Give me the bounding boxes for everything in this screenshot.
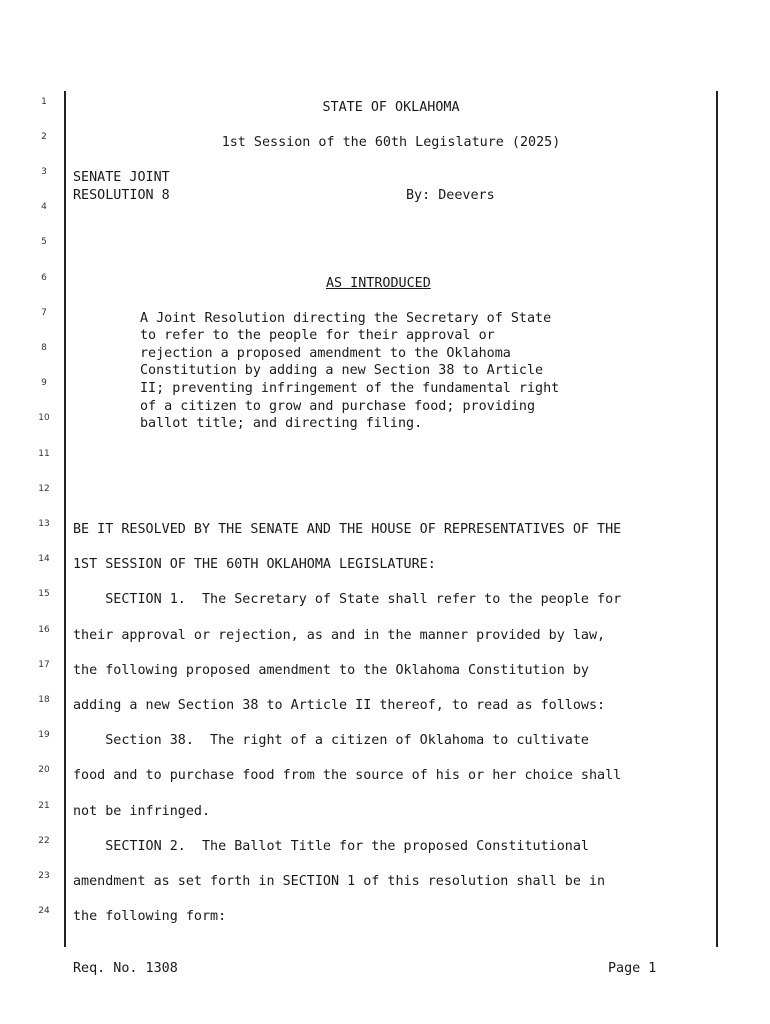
line-number: 11	[38, 449, 50, 459]
body-line: SECTION 2. The Ballot Title for the proposed Constitutional	[73, 839, 589, 854]
line-number: 17	[38, 660, 50, 670]
bill-number: RESOLUTION 8	[73, 188, 170, 203]
state-heading: STATE OF OKLAHOMA	[322, 100, 460, 115]
title-line: A Joint Resolution directing the Secretary of State	[140, 311, 552, 326]
left-margin-rule	[64, 91, 66, 947]
introduced-status-text: AS INTRODUCED	[326, 276, 431, 291]
body-line: BE IT RESOLVED BY THE SENATE AND THE HOUSE OF REPRESENTATIVES OF THE	[73, 522, 622, 537]
bill-type: SENATE JOINT	[73, 170, 170, 185]
right-margin-rule	[716, 91, 718, 947]
page-number: Page 1	[608, 961, 657, 976]
line-number: 16	[38, 625, 50, 635]
title-line: Constitution by adding a new Section 38 to Article	[140, 363, 544, 378]
line-number: 8	[41, 343, 47, 353]
line-number: 2	[41, 132, 47, 142]
title-line: II; preventing infringement of the fundamental right	[140, 381, 560, 396]
line-number: 15	[38, 589, 50, 599]
body-line: food and to purchase food from the source of his or her choice shall	[73, 768, 622, 783]
body-line: the following proposed amendment to the Oklahoma Constitution by	[73, 663, 589, 678]
title-line: rejection a proposed amendment to the Oklahoma	[140, 346, 511, 361]
line-number: 20	[38, 765, 50, 775]
body-line: 1ST SESSION OF THE 60TH OKLAHOMA LEGISLATURE:	[73, 557, 436, 572]
body-line: SECTION 1. The Secretary of State shall refer to the people for	[73, 592, 622, 607]
line-number: 9	[41, 378, 47, 388]
title-line: ballot title; and directing filing.	[140, 416, 423, 431]
line-number: 4	[41, 202, 47, 212]
body-line: the following form:	[73, 909, 227, 924]
line-number: 1	[41, 97, 47, 107]
body-line: Section 38. The right of a citizen of Oklahoma to cultivate	[73, 733, 589, 748]
line-number: 14	[38, 554, 50, 564]
line-number: 18	[38, 695, 50, 705]
line-number: 19	[38, 730, 50, 740]
body-line: not be infringed.	[73, 804, 211, 819]
line-number: 3	[41, 167, 47, 177]
line-number: 7	[41, 308, 47, 318]
title-line: to refer to the people for their approval or	[140, 328, 495, 343]
body-line: their approval or rejection, as and in the manner provided by law,	[73, 628, 606, 643]
introduced-status	[326, 275, 431, 292]
bill-author: By: Deevers	[406, 188, 495, 203]
session-heading: 1st Session of the 60th Legislature (2025)	[221, 135, 561, 150]
line-number: 13	[38, 519, 50, 529]
body-line: adding a new Section 38 to Article II thereof, to read as follows:	[73, 698, 606, 713]
body-line: amendment as set forth in SECTION 1 of this resolution shall be in	[73, 874, 606, 889]
request-number: Req. No. 1308	[73, 961, 178, 976]
line-number: 10	[38, 413, 50, 423]
title-line: of a citizen to grow and purchase food; providing	[140, 399, 536, 414]
line-number: 24	[38, 906, 50, 916]
line-number: 6	[41, 273, 47, 283]
line-number: 23	[38, 871, 50, 881]
line-number: 22	[38, 836, 50, 846]
line-number: 12	[38, 484, 50, 494]
line-number: 5	[41, 237, 47, 247]
line-number: 21	[38, 801, 50, 811]
